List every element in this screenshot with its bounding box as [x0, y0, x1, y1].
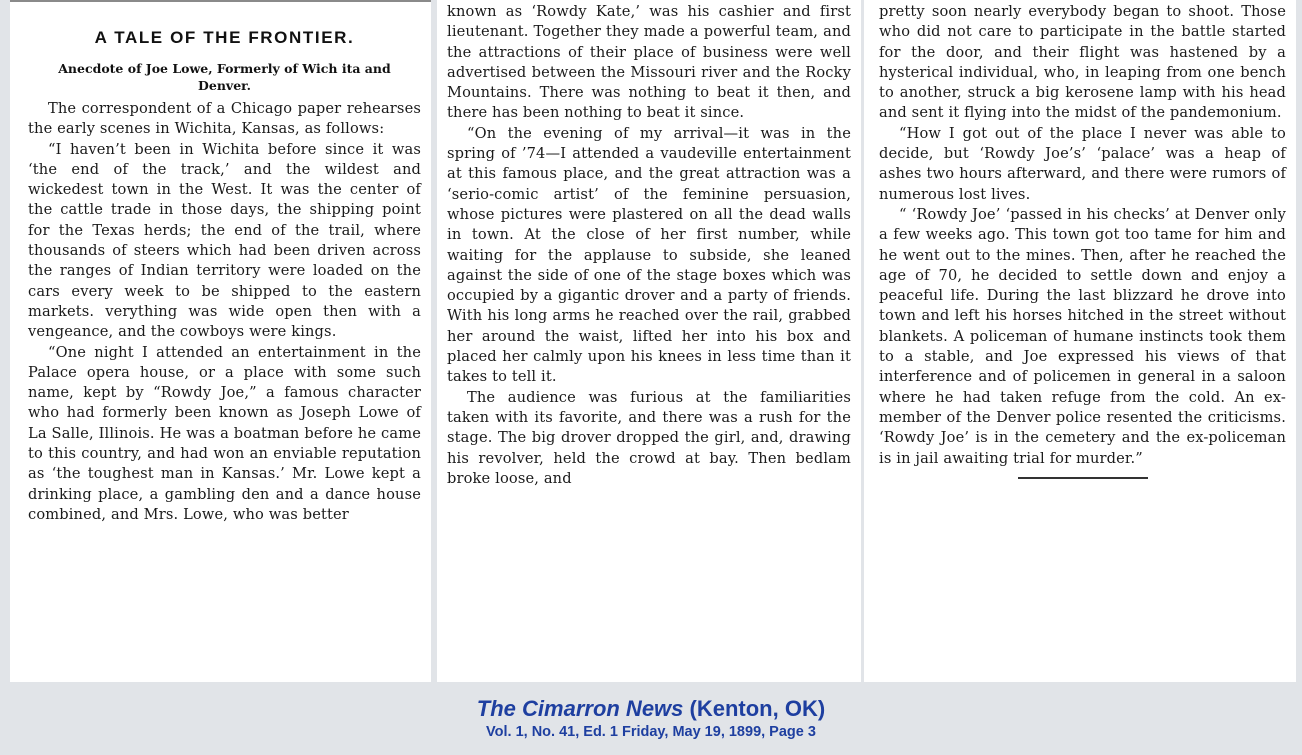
article-column-1	[10, 0, 431, 682]
paragraph: “One night I attended an entertainment in the Palace opera house, or a place with some such name, kept by “Rowdy Joe,” a famous character who had formerly been known as Joseph Lowe of La Salle, Illinois. He was a boatman before he came to this country, and had won an enviable reputation as ‘the toughest man in Kansas.’ Mr. Lowe kept a drinking place, a gambling den and a dance house combined, and Mrs. Lowe, who was better	[28, 343, 421, 523]
paragraph: known as ‘Rowdy Kate,’ was his cashier and first lieutenant. Together they made a powerful team, and the attractions of their place of business were well advertised between the Missouri river and the Rocky Mountains. There was nothing to beat it then, and there has been nothing to beat it since.	[447, 3, 851, 122]
paragraph: The correspondent of a Chicago paper rehearses the early scenes in Wichita, Kansas, as follows:	[28, 100, 421, 138]
paragraph: “On the evening of my arrival—it was in the spring of ’74—I attended a vaudeville entertainment at this famous place, and the great attraction was a ‘serio-comic artist’ of the feminine persuasion, whose pictures were plastered on all the dead walls in town. At the close of her first number, while waiting for the applause to subside, she leaned against the side of one of the stage boxes which was occupied by a gigantic drover and a party of friends. With his long arms he reached over the rail, grabbed her around the waist, lifted her into his box and placed her calmly upon his knees in less time than it takes to tell it.	[447, 124, 851, 386]
publication-location: (Kenton, OK)	[689, 696, 826, 721]
caption-title	[0, 695, 1302, 723]
paragraph: pretty soon nearly everybody began to shoot. Those who did not care to participate in the battle started for the door, and their flight was hastened by a hysterical individual, who, in leaping from one bench to another, struck a big kerosene lamp with his head and sent it flying into the midst of the pandemonium.	[879, 3, 1286, 122]
paragraph: “How I got out of the place I never was able to decide, but ‘Rowdy Joe’s’ ‘palace’ was a heap of ashes two hours afterward, and there were rumors of numerous lost lives.	[879, 124, 1286, 203]
article-column-2	[437, 0, 861, 682]
publication-details: Vol. 1, No. 41, Ed. 1 Friday, May 19, 1899, Page 3	[486, 724, 816, 740]
article-end-rule	[1018, 477, 1148, 479]
source-caption	[0, 682, 1302, 755]
publication-name: The Cimarron News	[476, 696, 684, 721]
article-headline: A TALE OF THE FRONTIER.	[94, 28, 355, 47]
paragraph: The audience was furious at the familiarities taken with its favorite, and there was a rush for the stage. The big drover dropped the girl, and, drawing his revolver, held the crowd at bay. Then bedlam broke loose, and	[447, 388, 851, 487]
paragraph: “ ‘Rowdy Joe’ ‘passed in his checks’ at Denver only a few weeks ago. This town got too tame for him and he went out to the mines. Then, after he reached the age of 70, he decided to settle down and enjoy a peaceful life. During the last blizzard he drove into town and left his horses hitched in the street without blankets. A policeman of humane instincts took them to a stable, and Joe expressed his views of that interference and of policemen in general in a saloon where he had taken refuge from the cold. An ex-member of the Denver police resented the criticisms. ‘Rowdy Joe’ is in the cemetery and the ex-policeman is in jail awaiting trial for murder.”	[879, 205, 1286, 467]
paragraph: “I haven’t been in Wichita before since it was ‘the end of the track,’ and the wildest and wickedest town in the West. It was the center of the cattle trade in those days, the shipping point for the Texas herds; the end of the trail, where thousands of steers which had been driven across the ranges of Indian territory were loaded on the cars every week to be shipped to the eastern markets. verything was wide open then with a vengeance, and the cowboys were kings.	[28, 140, 421, 341]
article-subheadline: Anecdote of Joe Lowe, Formerly of Wich ita and Denver.	[58, 61, 391, 93]
article-column-3	[864, 0, 1296, 682]
